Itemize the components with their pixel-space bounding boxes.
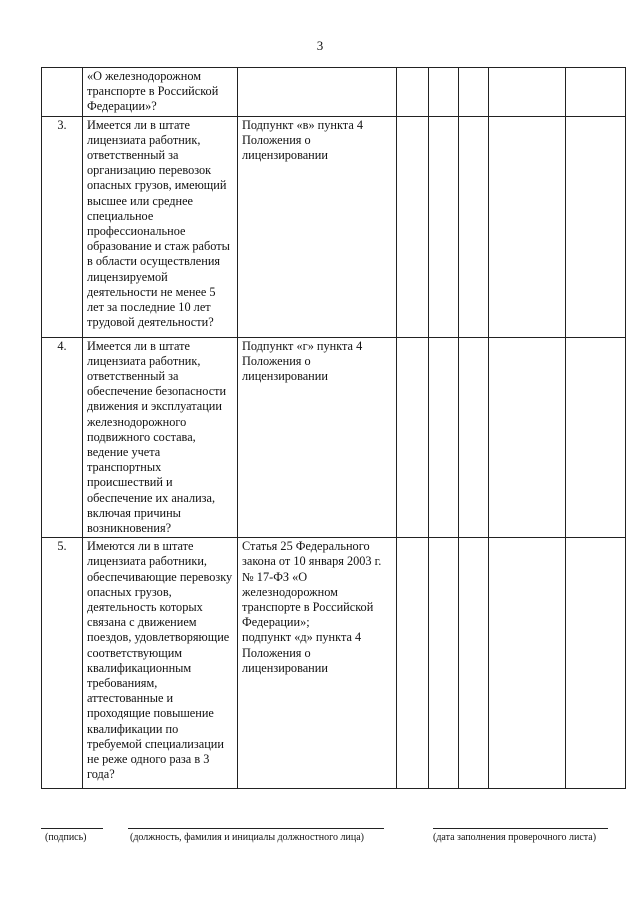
answer-cell (397, 337, 429, 538)
question-cell: Имеется ли в штате лицензиата работник, ответственный за организацию перевозок опасных грузов, имеющий высшее или среднее специальное профессиональное образование и стаж работы в области осуществления лицензируемой деятельности не менее 5 лет за последние 10 лет трудовой деятельности? (83, 116, 238, 337)
answer-cell (429, 116, 459, 337)
page-number: 3 (316, 38, 324, 53)
row-number: 4. (42, 337, 83, 538)
date-label: (дата заполнения проверочного листа) (433, 832, 597, 843)
answer-cell (489, 68, 566, 117)
legal-reference-text: Статья 25 Федерального закона от 10 января 2003 г. № 17-ФЗ «О железнодорожном транспорте в Российской Федерации»; (242, 539, 382, 630)
answer-cell (397, 68, 429, 117)
answer-cell (397, 538, 429, 789)
row-number: 3. (42, 116, 83, 337)
answer-cell (459, 538, 489, 789)
answer-cell (566, 68, 626, 117)
legal-reference-text: Подпункт «в» пункта 4 Положения о лицензировании (242, 117, 364, 163)
table-row (42, 337, 626, 538)
table-row (42, 68, 626, 117)
row-number (42, 68, 83, 117)
date-line (433, 828, 608, 829)
answer-cell (566, 337, 626, 538)
answer-cell (397, 116, 429, 337)
table-row (42, 538, 626, 789)
signature-line (41, 828, 103, 829)
question-cell: Имеются ли в штате лицензиата работники, обеспечивающие перевозку опасных грузов, деятельность которых связана с движением поездов, удовлетворяющие соответствующим квалификационным требованиям, аттестованные и проходящие повышение квалификации по требуемой специализации не реже одного раза в 3 года? (83, 538, 238, 789)
answer-cell (429, 68, 459, 117)
question-cell: «О железнодорожном транспорте в Российской Федерации»? (83, 68, 238, 117)
checklist-table (41, 67, 626, 789)
legal-reference-cell (238, 116, 397, 337)
answer-cell (429, 538, 459, 789)
answer-cell (459, 68, 489, 117)
answer-cell (459, 337, 489, 538)
answer-cell (489, 538, 566, 789)
official-name-line (128, 828, 384, 829)
legal-reference-text: Подпункт «г» пункта 4 Положения о лицензировании (242, 338, 363, 384)
legal-reference-cell (238, 538, 397, 789)
table-row (42, 116, 626, 337)
legal-reference-cell (238, 68, 397, 117)
answer-cell (429, 337, 459, 538)
legal-reference-cell (238, 337, 397, 538)
answer-cell (566, 538, 626, 789)
answer-cell (489, 337, 566, 538)
official-name-label: (должность, фамилия и инициалы должностного лица) (130, 832, 364, 843)
answer-cell (459, 116, 489, 337)
signature-label: (подпись) (45, 832, 87, 843)
question-cell: Имеется ли в штате лицензиата работник, ответственный за обеспечение безопасности движения и эксплуатации железнодорожного подвижного состава, ведение учета транспортных происшествий и обеспечение их анализа, включая причины возникновения? (83, 337, 238, 538)
signature-block (0, 822, 640, 862)
row-number: 5. (42, 538, 83, 789)
legal-reference-text: подпункт «д» пункта 4 Положения о лицензировании (242, 630, 362, 675)
answer-cell (566, 116, 626, 337)
answer-cell (489, 116, 566, 337)
